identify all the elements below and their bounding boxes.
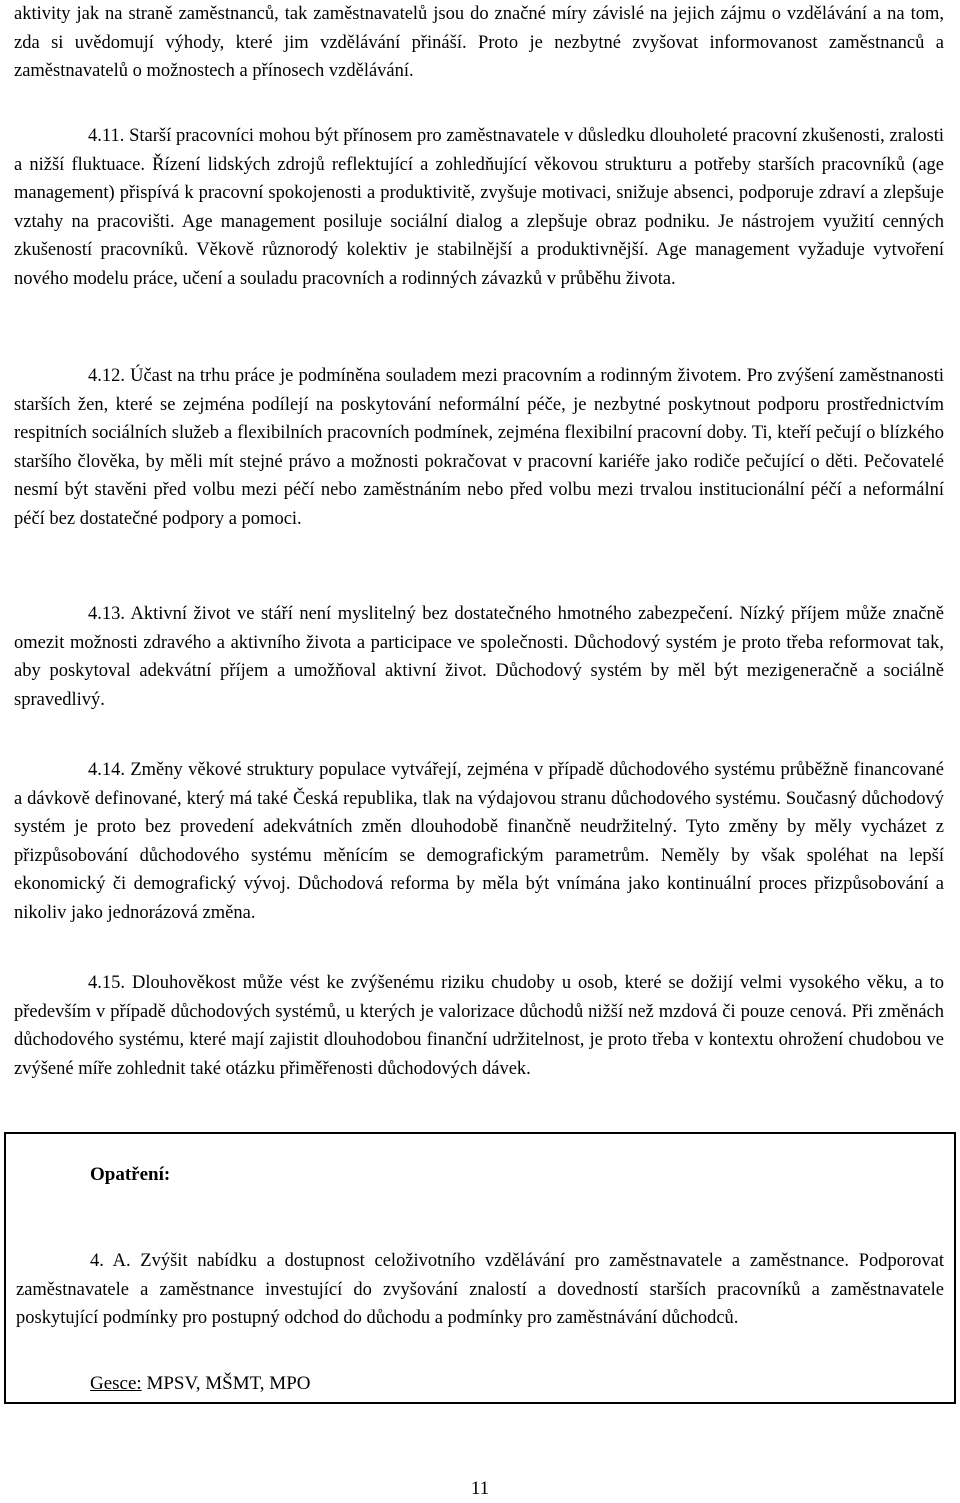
paragraph-4-14: 4.14. Změny věkové struktury populace vytvářejí, zejména v případě důchodového systému průběžně financované a dávkově definované, který má také Česká republika, tlak na výdajovou stranu důchodového systému. Současný důchodový systém je proto bez provedení adekvátních změn dlouhodobě finančně neudržitelný. Tyto změny by měly vycházet z přizpůsobování důchodového systému měnícím se demografickým parametrům. Neměly by však spoléhat na lepší ekonomický či demografický vývoj. Důchodová reforma by měla být vnímána jako kontinuální proces přizpůsobování a nikoliv jako jednorázová změna.	[14, 760, 944, 923]
page-number: 11	[470, 1478, 490, 1499]
paragraph-4-15: 4.15. Dlouhověkost může vést ke zvýšenému riziku chudoby u osob, které se dožijí velmi vysokého věku, a to především v případě důchodových systémů, u kterých je valorizace důchodů nižší než mzdová či pouze cenová. Při změnách důchodového systému, které mají zajistit dlouhodobou finanční udržitelnost, je proto třeba v kontextu ohrožení chudobou ve zvýšené míře zohlednit také otázku přiměřenosti důchodových dávek.	[14, 973, 944, 1079]
gesce-value: MPSV, MŠMT, MPO	[141, 1373, 311, 1394]
measures-heading: Opatření:	[90, 1164, 171, 1185]
gesce-label: Gesce:	[90, 1373, 142, 1394]
gesce-line	[90, 1370, 311, 1398]
paragraph-4-13: 4.13. Aktivní život ve stáří není myslitelný bez dostatečného hmotného zabezpečení. Nízký příjem může značně omezit možnosti zdravého a aktivního života a participace ve společnosti. Důchodový systém je proto třeba reformovat tak, aby poskytoval adekvátní příjem a umožňoval aktivní život. Důchodový systém by měl být mezigeneračně a sociálně spravedlivý.	[14, 604, 944, 710]
measures-box	[4, 1132, 956, 1404]
paragraph-4-11: 4.11. Starší pracovníci mohou být přínosem pro zaměstnavatele v důsledku dlouholeté pracovní zkušenosti, zralosti a nižší fluktuace. Řízení lidských zdrojů reflektující a zohledňující věkovou strukturu a potřeby starších pracovníků (age management) přispívá k pracovní spokojenosti a produktivitě, zvyšuje motivaci, snižuje absenci, podporuje zdraví a zlepšuje vztahy na pracovišti. Age management posiluje sociální dialog a zlepšuje obraz podniku. Je nástrojem využití cenných zkušeností pracovníků. Věkově různorodý kolektiv je stabilnější a produktivnější. Age management vyžaduje vytvoření nového modelu práce, učení a souladu pracovních a rodinných závazků v průběhu života.	[14, 126, 944, 289]
measure-4a-text: 4. A. Zvýšit nabídku a dostupnost celoživotního vzdělávání pro zaměstnavatele a zaměstnance. Podporovat zaměstnavatele a zaměstnance investující do zvyšování znalostí a dovedností starších pracovníků a zaměstnavatele poskytující podmínky pro postupný odchod do důchodu a podmínky pro zaměstnávání důchodců.	[16, 1251, 944, 1329]
paragraph-4-12: 4.12. Účast na trhu práce je podmíněna souladem mezi pracovním a rodinným životem. Pro zvýšení zaměstnanosti starších žen, které se zejména podílejí na poskytování neformální péče, je nezbytné poskytnout podporu prostřednictvím respitních sociálních služeb a flexibilních pracovních podmínek, zejména flexibilní pracovní doby. Ti, kteří pečují o blízkého staršího člověka, by měli mít stejné právo a možnosti pokračovat v pracovní kariéře jako rodiče pečující o děti. Pečovatelé nesmí být stavěni před volbu mezi péčí nebo zaměstnáním nebo před volbu mezi trvalou institucionální péčí a neformální péčí bez dostatečné podpory a pomoci.	[14, 366, 944, 529]
paragraph-intro: aktivity jak na straně zaměstnanců, tak zaměstnavatelů jsou do značné míry závislé na jejich zájmu o vzdělávání a na tom, zda si uvědomují výhody, které jim vzdělávání přináší. Proto je nezbytné zvyšovat informovanost zaměstnanců a zaměstnavatelů o možnostech a přínosech vzdělávání.	[14, 4, 944, 82]
